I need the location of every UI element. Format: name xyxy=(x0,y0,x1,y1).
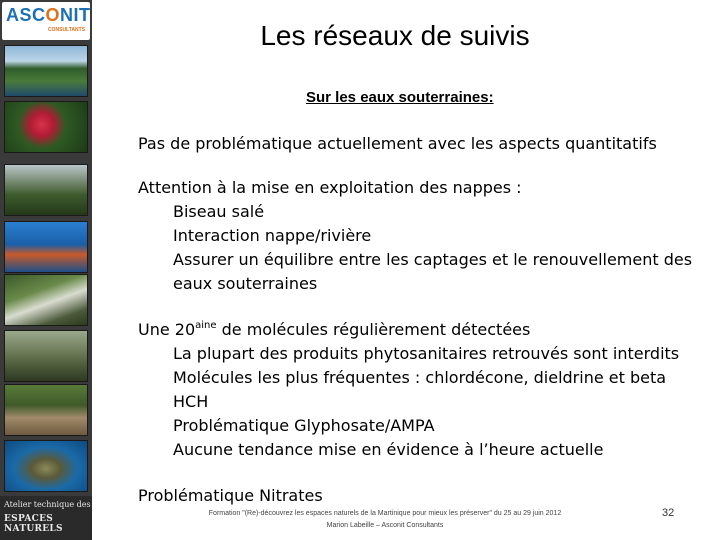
river-photo xyxy=(4,274,88,326)
sub-bullet-phyto: La plupart des produits phytosanitaires retrouvés sont interdits xyxy=(173,344,680,363)
page-number: 32 xyxy=(662,507,675,519)
bullet-quantitative: Pas de problématique actuellement avec les aspects quantitatifs xyxy=(138,134,657,153)
footer-line-1: Formation "(Re)-découvrez les espaces naturels de la Martinique pour mieux les préserver" du 25 au 29 juin 2012 xyxy=(208,510,562,517)
slide-title: Les réseaux de suivis xyxy=(260,20,530,51)
badge-line-1: Atelier technique des xyxy=(4,500,91,509)
sea-turtle-photo xyxy=(4,440,88,492)
bullet-nitrates: Problématique Nitrates xyxy=(138,486,323,505)
sidebar xyxy=(0,0,92,540)
torch-ginger-photo xyxy=(4,101,88,153)
sub-bullet-glyphosate: Problématique Glyphosate/AMPA xyxy=(173,416,435,435)
atelier-badge xyxy=(0,496,92,540)
asconit-logo xyxy=(2,2,90,40)
rainforest-photo xyxy=(4,164,88,216)
sub-bullet-tendance: Aucune tendance mise en évidence à l’heure actuelle xyxy=(173,440,604,459)
logo-subtitle: CONSULTANTS xyxy=(48,27,86,33)
molecules-prefix: Une 20 xyxy=(138,320,196,339)
sub-bullet-interaction: Interaction nappe/rivière xyxy=(173,226,372,245)
slide-subtitle: Sur les eaux souterraines: xyxy=(306,89,494,106)
coral-reef-photo xyxy=(4,221,88,273)
bullet-exploitation: Attention à la mise en exploitation des nappes : xyxy=(138,178,522,197)
iguana-photo xyxy=(4,330,88,382)
sub-bullet-biseau: Biseau salé xyxy=(173,202,265,221)
bullet-molecules xyxy=(138,318,698,342)
molecules-suffix: de molécules régulièrement détectées xyxy=(216,320,531,339)
coastline-photo xyxy=(4,45,88,97)
logo-wordmark: ASCONIT xyxy=(6,5,91,25)
sub-bullet-equilibre: Assurer un équilibre entre les captages et le renouvellement des eaux souterraines xyxy=(173,250,693,293)
footer-line-2: Marion Labeille – Asconit Consultants xyxy=(326,522,444,529)
footer-text xyxy=(140,508,630,532)
boardwalk-photo xyxy=(4,384,88,436)
slide-content xyxy=(138,132,698,508)
sub-bullet-frequent: Molécules les plus fréquentes : chlordécone, dieldrine et beta HCH xyxy=(173,368,667,411)
molecules-superscript: aine xyxy=(195,320,217,331)
badge-line-2: ESPACES NATURELS xyxy=(4,514,63,534)
